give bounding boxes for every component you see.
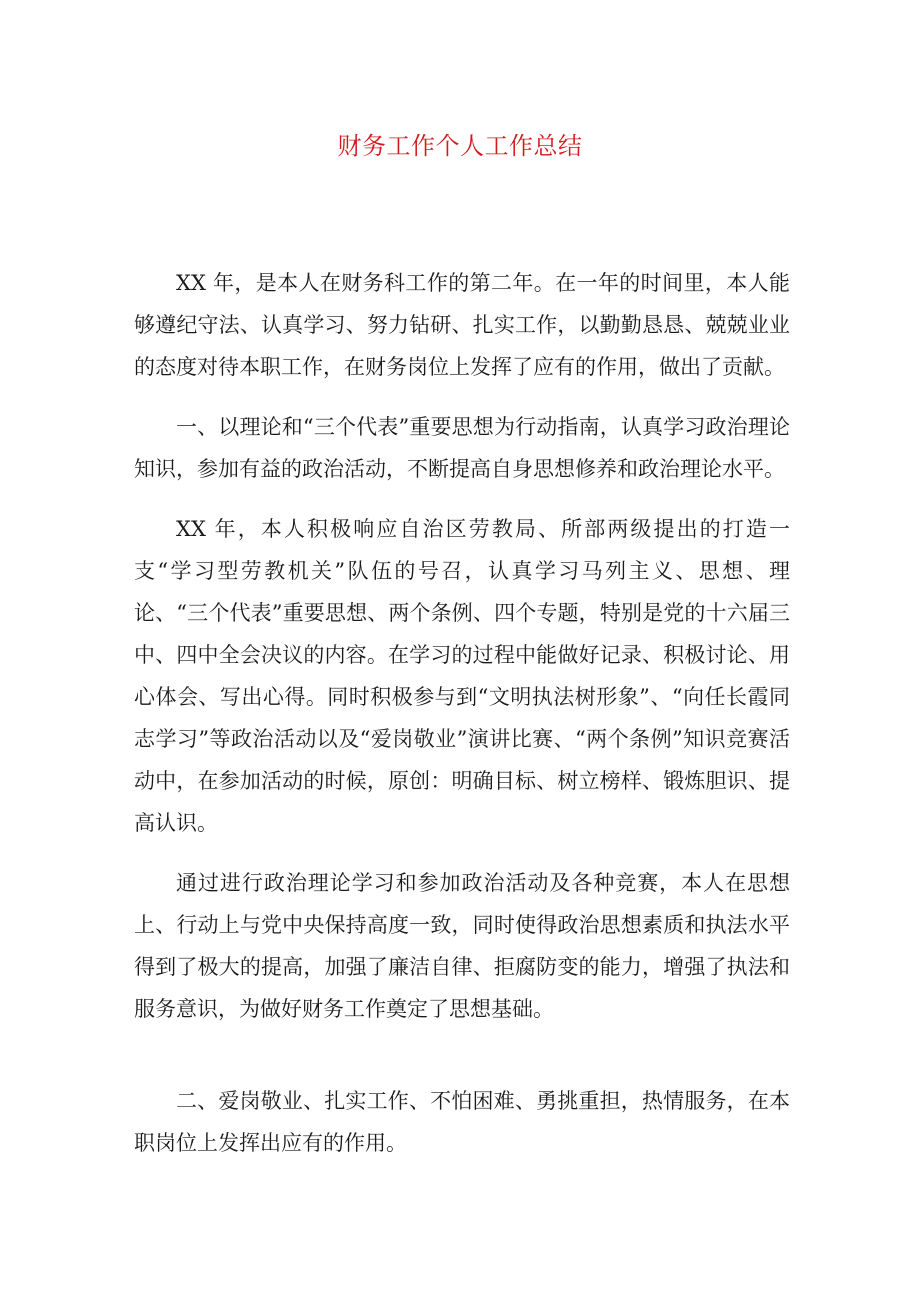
paragraph-section-two-heading: 二、爱岗敬业、扎实工作、不怕困难、勇挑重担，热情服务，在本职岗位上发挥出应有的作用。 <box>134 1089 790 1155</box>
paragraph-section-one-heading: 一、以理论和“三个代表”重要思想为行动指南，认真学习政治理论知识，参加有益的政治活动，不断提高自身思想修养和政治理论水平。 <box>134 415 790 481</box>
document-body <box>134 262 790 1182</box>
paragraph-study-results: 通过进行政治理论学习和参加政治活动及各种竞赛，本人在思想上、行动上与党中央保持高度一致，同时使得政治思想素质和执法水平得到了极大的提高，加强了廉洁自律、拒腐防变的能力，增强了执法和服务意识，为做好财务工作奠定了思想基础。 <box>134 871 790 1021</box>
paragraph-intro: XX 年，是本人在财务科工作的第二年。在一年的时间里，本人能够遵纪守法、认真学习、努力钻研、扎实工作，以勤勤恳恳、兢兢业业的态度对待本职工作，在财务岗位上发挥了应有的作用，做出了贡献。 <box>134 271 790 379</box>
paragraph-study-activities: XX 年，本人积极响应自治区劳教局、所部两级提出的打造一支“学习型劳教机关”队伍的号召，认真学习马列主义、思想、理论、“三个代表”重要思想、两个条例、四个专题，特别是党的十六届三中、四中全会决议的内容。在学习的过程中能做好记录、积极讨论、用心体会、写出心得。同时积极参与到“文明执法树形象”、“向任长霞同志学习”等政治活动以及“爱岗敬业”演讲比赛、“两个条例”知识竞赛活动中，在参加活动的时候，原创：明确目标、树立榜样、锻炼胆识、提高认识。 <box>134 517 790 835</box>
document-title: 财务工作个人工作总结 <box>337 132 583 160</box>
